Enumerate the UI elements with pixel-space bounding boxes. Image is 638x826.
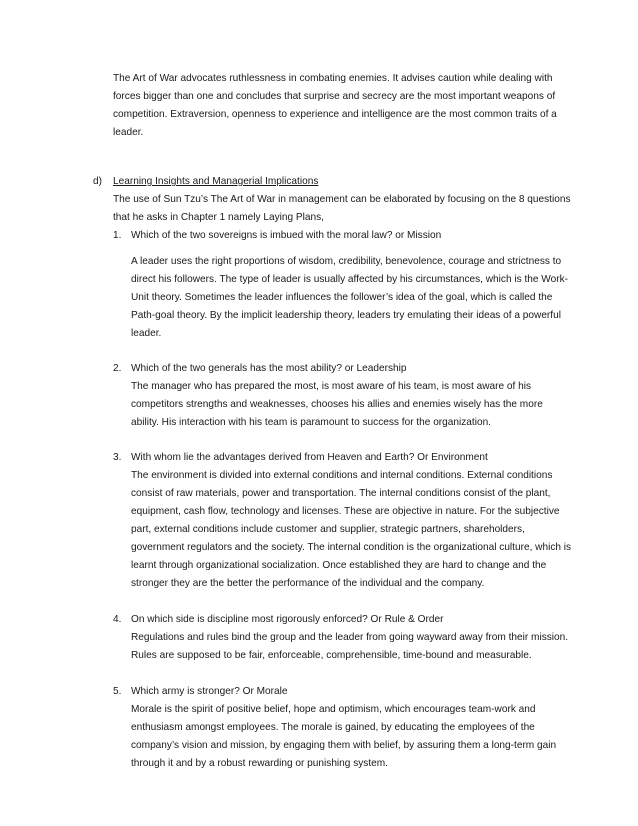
item-question: Which of the two sovereigns is imbued with the moral law? or Mission xyxy=(131,230,442,241)
list-item xyxy=(93,449,573,593)
list-item xyxy=(93,683,573,773)
item-number: 3. xyxy=(113,452,122,463)
list-item-body xyxy=(93,253,573,343)
section-title: Learning Insights and Managerial Implications xyxy=(113,176,319,187)
item-body: A leader uses the right proportions of wisdom, credibility, benevolence, courage and strictness to direct his followers. The type of leader is usually affected by his circumstances, which is the Work-Unit theory. Sometimes the leader influences the follower’s idea of the goal, which is called the Path-goal theory. By the implicit leadership theory, leaders try emulating their ideas of a powerful leader. xyxy=(131,256,569,339)
section-letter: d) xyxy=(93,176,102,187)
item-question: On which side is discipline most rigorously enforced? Or Rule & Order xyxy=(131,614,444,625)
item-question: Which of the two generals has the most ability? or Leadership xyxy=(131,363,407,374)
item-body: Regulations and rules bind the group and the leader from going wayward away from their mission. Rules are supposed to be fair, enforceable, comprehensible, time-bound and measurable. xyxy=(131,632,569,661)
section-heading xyxy=(93,173,573,191)
intro-paragraph-block xyxy=(113,70,563,142)
intro-paragraph: The Art of War advocates ruthlessness in combating enemies. It advises caution while dealing with forces bigger than one and concludes that surprise and secrecy are the most important weapons of competition. Extraversion, openness to experience and intelligence are the most common traits of a leader. xyxy=(113,73,557,138)
item-number: 2. xyxy=(113,363,122,374)
list-item xyxy=(93,227,573,245)
item-body: The manager who has prepared the most, is most aware of his team, is most aware of his competitors strengths and weaknesses, chooses his allies and enemies wisely has the more ability. His interaction with his team is paramount to success for the organization. xyxy=(131,381,543,428)
item-body: The environment is divided into external conditions and internal conditions. External conditions consist of raw materials, power and transportation. The internal conditions consist of the plant, equipment, cash flow, technology and licenses. These are objective in nature. For the subjective part, external conditions include customer and supplier, strategic partners, shareholders, government regulators and the society. The internal condition is the organizational culture, which is learnt through organizational socialization. Once established they are hard to change and the stronger they are the better the performance of the individual and the company. xyxy=(131,470,572,589)
item-number: 1. xyxy=(113,230,122,241)
item-number: 4. xyxy=(113,614,122,625)
list-item xyxy=(93,611,573,665)
item-question: Which army is stronger? Or Morale xyxy=(131,686,288,697)
section-intro: The use of Sun Tzu’s The Art of War in management can be elaborated by focusing on the 8 questions that he asks in Chapter 1 namely Laying Plans, xyxy=(113,194,571,223)
item-body: Morale is the spirit of positive belief, hope and optimism, which encourages team-work and enthusiasm amongst employees. The morale is gained, by educating the employees of the company’s vision and mission, by engaging them with belief, by assuring them a long-term gain through it and by a robust rewarding or punishing system. xyxy=(131,704,557,769)
list-item xyxy=(93,360,573,432)
item-number: 5. xyxy=(113,686,122,697)
item-question: With whom lie the advantages derived from Heaven and Earth? Or Environment xyxy=(131,452,488,463)
section-d xyxy=(93,173,573,773)
